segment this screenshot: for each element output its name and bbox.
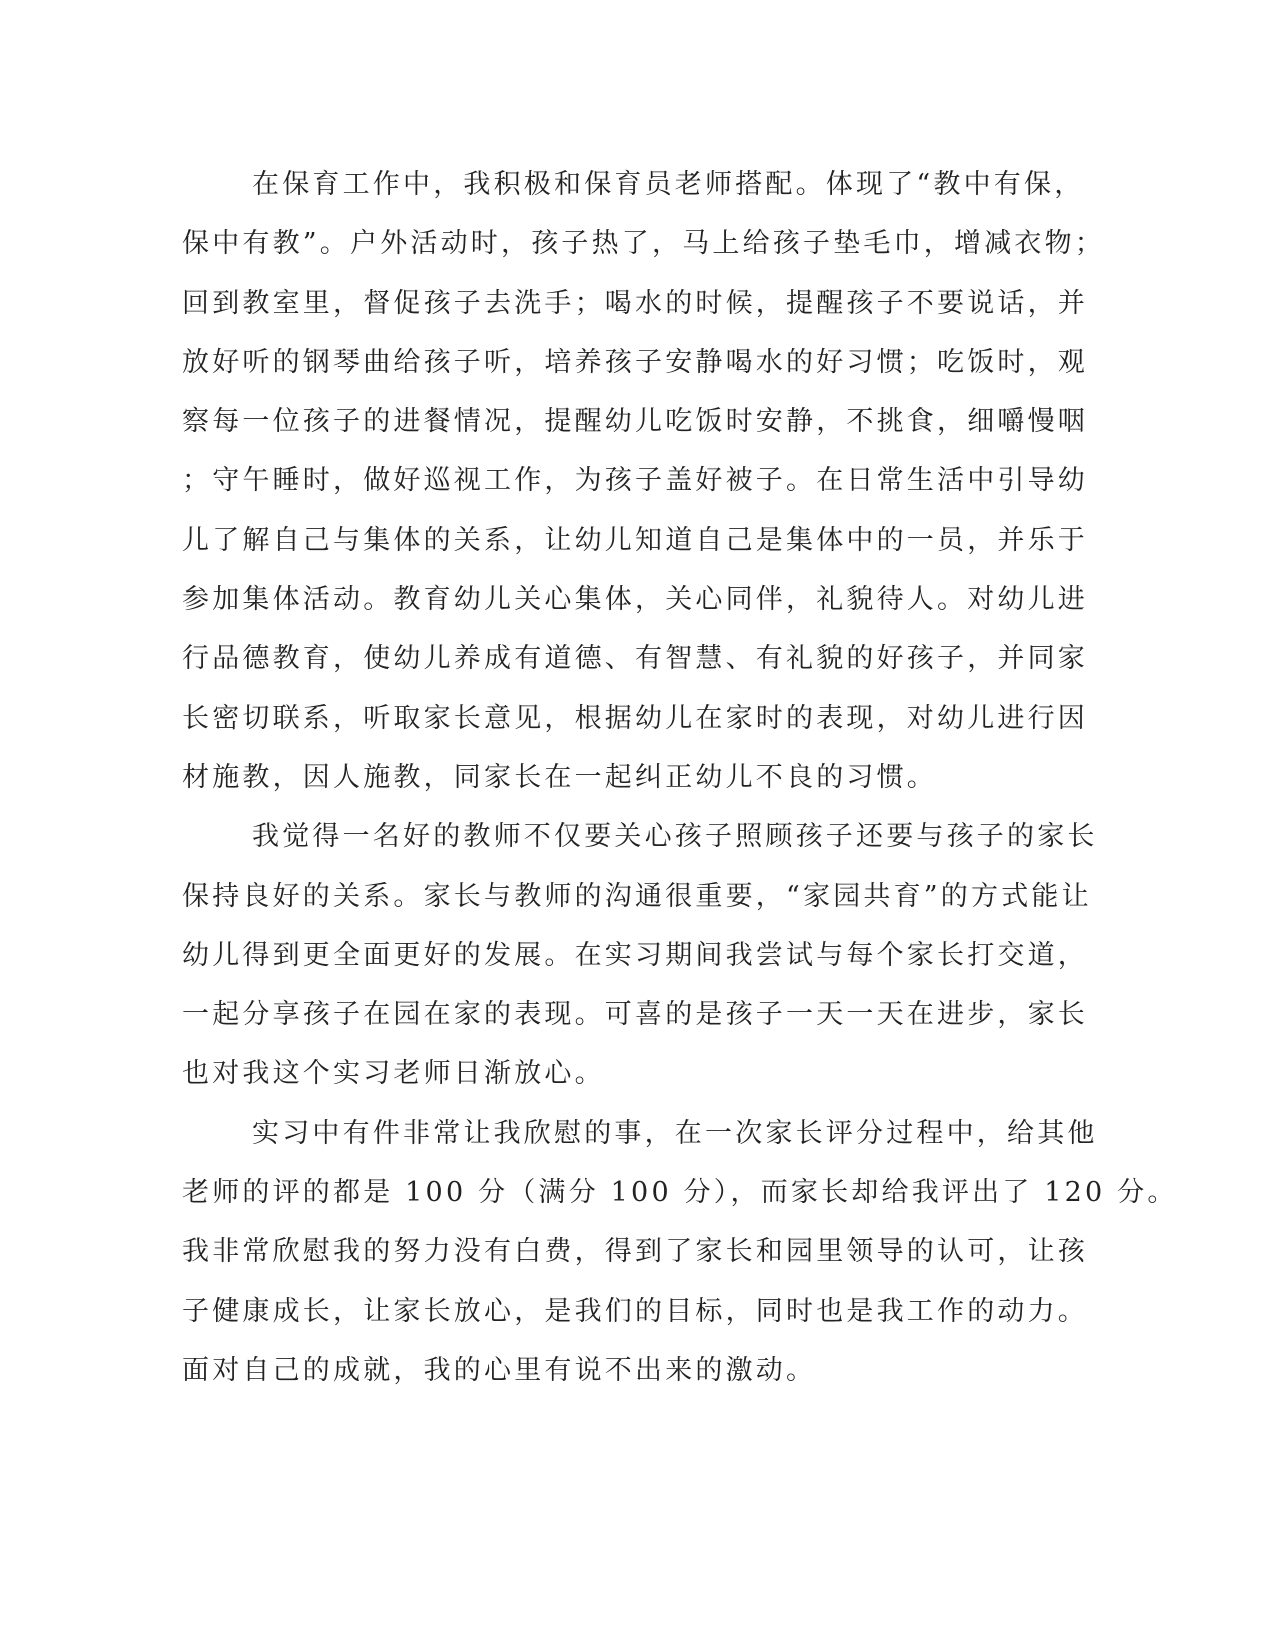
text-line: 长密切联系，听取家长意见，根据幼儿在家时的表现，对幼儿进行因 [182,702,1088,734]
text-line: 我非常欣慰我的努力没有白费，得到了家长和园里领导的认可，让孩 [182,1236,1088,1268]
paragraph-1 [182,160,1106,812]
text-line: 放好听的钢琴曲给孩子听，培养孩子安静喝水的好习惯；吃饭时，观 [182,346,1088,378]
text-line: 回到教室里，督促孩子去洗手；喝水的时候，提醒孩子不要说话，并 [182,287,1088,319]
text-line: 参加集体活动。教育幼儿关心集体，关心同伴，礼貌待人。对幼儿进 [182,584,1088,616]
text-line: 在保育工作中，我积极和保育员老师搭配。体现了“教中有保， [252,169,1085,200]
document-body [182,160,1178,1405]
text-line: 保持良好的关系。家长与教师的沟通很重要，“家园共育”的方式能让 [182,880,1092,912]
text-line: 也对我这个实习老师日渐放心。 [182,1058,605,1090]
text-line: 我觉得一名好的教师不仅要关心孩子照顾孩子还要与孩子的家长 [252,821,1098,853]
text-line: 一起分享孩子在园在家的表现。可喜的是孩子一天一天在进步，家长 [182,999,1088,1031]
text-line: 子健康成长，让家长放心，是我们的目标，同时也是我工作的动力。 [182,1295,1088,1327]
text-line: 面对自己的成就，我的心里有说不出来的激动。 [182,1354,817,1386]
text-line: 保中有教”。户外活动时，孩子热了，马上给孩子垫毛巾，增减衣物； [182,228,1106,260]
text-line: 实习中有件非常让我欣慰的事，在一次家长评分过程中，给其他 [252,1117,1098,1149]
paragraph-3 [182,1109,1178,1405]
text-line: ；守午睡时，做好巡视工作，为孩子盖好被子。在日常生活中引导幼 [182,465,1088,497]
text-line: 幼儿得到更全面更好的发展。在实习期间我尝试与每个家长打交道， [182,939,1088,971]
text-line: 老师的评的都是 100 分（满分 100 分），而家长却给我评出了 120 分。 [182,1177,1178,1209]
text-line: 材施教，因人施教，同家长在一起纠正幼儿不良的习惯。 [182,761,937,793]
text-line: 察每一位孩子的进餐情况，提醒幼儿吃饭时安静，不挑食，细嚼慢咽 [182,406,1088,438]
text-line: 行品德教育，使幼儿养成有道德、有智慧、有礼貌的好孩子，并同家 [182,643,1088,675]
text-line: 儿了解自己与集体的关系，让幼儿知道自己是集体中的一员，并乐于 [182,524,1088,556]
paragraph-2 [182,812,1098,1108]
